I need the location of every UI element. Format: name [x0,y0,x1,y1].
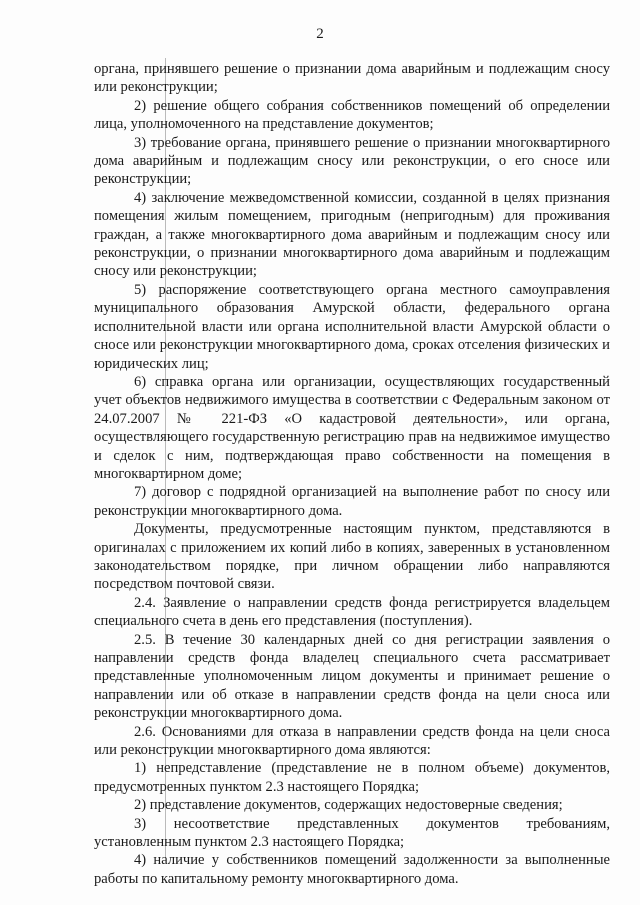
paragraph-continuation: органа, принявшего решение о признании дома аварийным и подлежащим сносу или реконструкции; [94,61,610,96]
paragraph-item-2: 2) решение общего собрания собственников помещений об определении лица, уполномоченного на представление документов; [94,97,610,133]
paragraph-refusal-4: 4) наличие у собственников помещений задолженности за выполненные работы по капитальному ремонту многоквартирного дома. [94,852,610,887]
paragraph-2-5: 2.5. В течение 30 календарных дней со дня регистрации заявления о направлении средств фонда владелец специального счета рассматривает представленные уполномоченным лицом документы и принимает решение о направлении или об отказе в направлении средств фонда на цели сноса или реконструкции многоквартирного дома. [94,631,610,722]
document-body [94,60,610,888]
paragraph-refusal-3: 3) несоответствие представленных документов требованиям, установленным пунктом 2.3 настоящего Порядка; [94,815,610,851]
page-number: 2 [316,26,324,42]
paragraph-refusal-1: 1) непредставление (представление не в полном объеме) документов, предусмотренных пунктом 2.3 настоящего Порядка; [94,760,610,795]
paragraph-item-7: 7) договор с подрядной организацией на выполнение работ по сносу или реконструкции многоквартирного дома. [94,484,610,519]
paragraph-item-5: 5) распоряжение соответствующего органа местного самоуправления муниципального образования Амурской области, федерального органа исполнительной власти или органа исполнительной власти Амурской области о сносе или реконструкции многоквартирного дома, сроках отселения физических и юридических лиц; [94,281,610,372]
paragraph-item-6: 6) справка органа или организации, осуществляющих государственный учет объектов недвижимого имущества в соответствии с Федеральным законом от 24.07.2007 № 221-ФЗ «О кадастровой деятельности», или органа, осуществляющего государственную регистрацию прав на недвижимое имущество и сделок с ним, подтверждающая право собственности на помещения в многоквартирном доме; [94,373,610,482]
paragraph-item-4: 4) заключение межведомственной комиссии, созданной в целях признания помещения жилым помещением, пригодным (непригодным) для проживания граждан, а также многоквартирного дома аварийным и подлежащим сносу или реконструкции, о признании многоквартирного дома аварийным и подлежащим сносу или реконструкции; [94,189,610,280]
paragraph-refusal-2: 2) представление документов, содержащих недостоверные сведения; [134,797,563,814]
paragraph-2-4: 2.4. Заявление о направлении средств фонда регистрируется владельцем специального счета в день его представления (поступления). [94,594,610,630]
paragraph-2-6: 2.6. Основаниями для отказа в направлении средств фонда на цели сноса или реконструкции многоквартирного дома являются: [94,723,610,759]
paragraph-item-3: 3) требование органа, принявшего решение о признании многоквартирного дома аварийным и подлежащим сносу или реконструкции, о его сносе или реконструкции; [94,134,610,188]
paragraph-documents: Документы, предусмотренные настоящим пунктом, представляются в оригиналах с приложением их копий либо в копиях, заверенных в установленном законодательством порядке, при личном обращении либо направляются посредством почтовой связи. [94,521,610,593]
